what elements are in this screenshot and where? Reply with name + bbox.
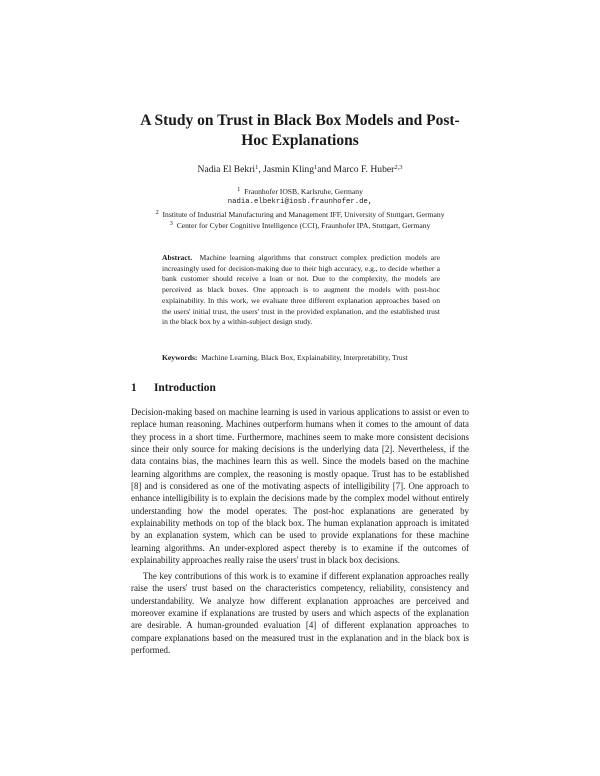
keywords	[162, 353, 452, 364]
body-paragraph: The key contributions of this work is to examine if different explanation approaches really raise the users' trust based on the characteristics competency, reliability, consistency and understandability. We analyze how different explanation approaches are perceived and moreover examine if explanations are trusted by users and which aspects of the explanation are desirable. A human-grounded evaluation [4] of different explanation approaches to compare explanations based on the measured trust in the explanation and in the black box is performed.	[131, 571, 469, 656]
affiliation-mark: 3	[169, 220, 173, 227]
abstract-text: Machine learning algorithms that construct complex prediction models are increasingly used for decision-making due to their high accuracy, e.g., to decide whether a bank customer should receive a loan or not. Due to the complexity, the models are perceived as black boxes. One approach is to augment the models with post-hoc explainability. In this work, we evaluate three different explanation approaches based on the users' initial trust, the users' trust in the provided explanation, and the established trust in the black box by a within-subject design study.	[162, 253, 440, 327]
affiliation	[0, 185, 600, 197]
section-heading	[131, 382, 216, 394]
section-title: Introduction	[154, 382, 216, 394]
paper-title: A Study on Trust in Black Box Models and Post-Hoc Explanations	[140, 112, 460, 149]
author-affil-mark: 2,3	[394, 164, 403, 171]
affiliation	[0, 219, 600, 231]
author-separator: and	[317, 164, 334, 175]
author-email: nadia.elbekri@iosb.fraunhofer.de,	[227, 198, 373, 206]
affiliation-text: Center for Cyber Cognitive Intelligence (CCI), Fraunhofer IPA, Stuttgart, Germany	[176, 221, 431, 230]
keywords-text: Machine Learning, Black Box, Explainability, Interpretability, Trust	[201, 353, 408, 362]
section-number: 1	[131, 382, 137, 394]
author-name: Jasmin Kling	[263, 164, 315, 175]
author-list	[0, 164, 600, 175]
abstract-label: Abstract.	[162, 253, 193, 262]
affiliation-mark: 1	[237, 186, 241, 193]
body-paragraph: Decision-making based on machine learning is used in various applications to assist or even to replace human reasoning. Machines outperform humans when it comes to the amount of data they process in a short time. Furthermore, machines seem to make more consistent decisions since their only source for making decisions is the underlying data [2]. Nevertheless, if the data contains bias, the machines learn this as well. Since the models based on the machine learning algorithms are complex, the reasoning is mostly opaque. Trust has to be established [8] and is considered as one of the motivating aspects of intelligibility [7]. One approach to enhance intelligibility is to explain the decisions made by the complex model without entirely understanding how the model operates. The post-hoc explanations are generated by explainability methods on top of the black box. The human explanation approach is imitated by an explanation system, which can be used to provide explanations for these machine learning algorithms. An under-explored aspect thereby is to examine if the outcomes of explainability approaches really raise the users' trust in black box decisions.	[131, 407, 469, 566]
author-name: Nadia El Bekri	[197, 164, 256, 175]
author-affil-mark: 1	[255, 164, 259, 171]
affiliation-text: Fraunhofer IOSB, Karlsruhe, Germany	[244, 187, 363, 196]
keywords-label: Keywords:	[162, 353, 198, 362]
affiliation-mark: 2	[155, 209, 159, 216]
abstract	[162, 253, 440, 328]
author-separator: ,	[258, 164, 264, 175]
author-name: Marco F. Huber	[333, 164, 395, 175]
affiliation-text: Institute of Industrial Manufacturing and Management IFF, University of Stuttgart, Germany	[162, 210, 445, 219]
author-affil-mark: 1	[314, 164, 318, 171]
